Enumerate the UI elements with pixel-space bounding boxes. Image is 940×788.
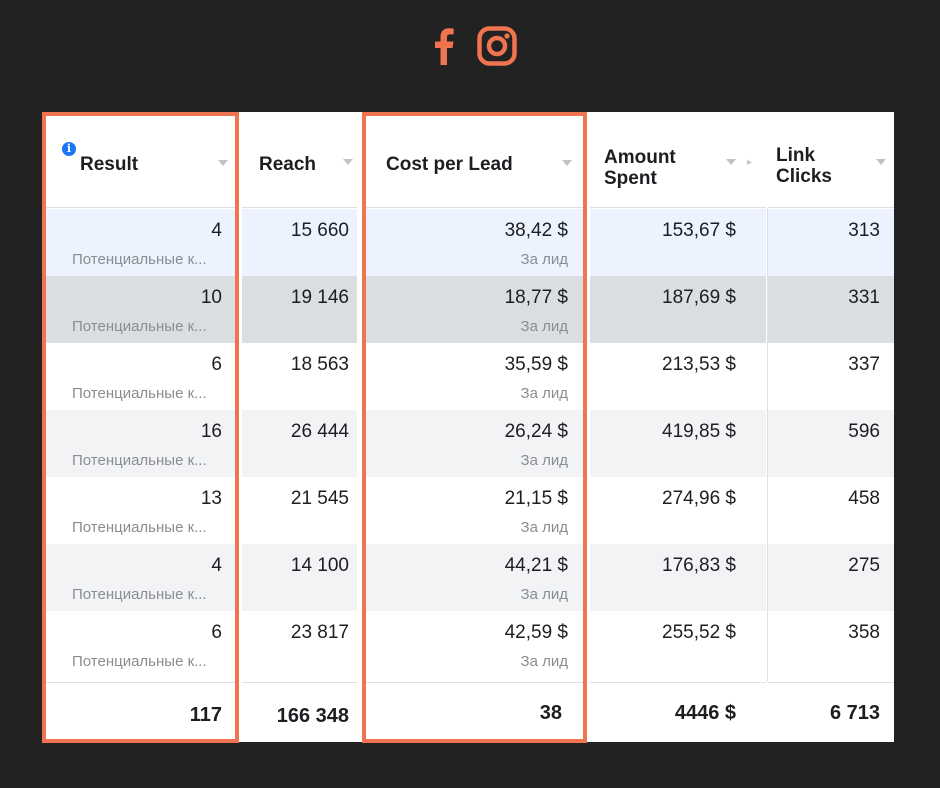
table-row[interactable]	[364, 477, 586, 544]
result-value: 4	[211, 220, 222, 241]
info-icon[interactable]: i	[62, 142, 76, 156]
table-row[interactable]	[590, 544, 766, 611]
clicks-value: 275	[848, 555, 880, 576]
instagram-icon[interactable]	[477, 26, 517, 66]
social-icons	[0, 26, 940, 70]
reach-value: 26 444	[290, 421, 349, 442]
header-label-line: Link	[776, 145, 816, 166]
cpl-unit: За лид	[520, 251, 568, 268]
header-label-line: Spent	[604, 168, 657, 189]
table-row[interactable]	[46, 544, 236, 611]
clicks-value: 331	[848, 287, 880, 308]
table-row[interactable]	[242, 611, 357, 678]
result-type: Потенциальные к...	[72, 519, 207, 536]
result-type: Потенциальные к...	[72, 385, 207, 402]
header-label	[776, 145, 832, 187]
table-row[interactable]	[364, 276, 586, 343]
result-type: Потенциальные к...	[72, 653, 207, 670]
reach-value: 14 100	[290, 555, 349, 576]
total-row	[46, 682, 236, 742]
clicks-value: 313	[848, 220, 880, 241]
table-row[interactable]	[590, 276, 766, 343]
table-row[interactable]	[242, 544, 357, 611]
column-amount-spent	[590, 112, 766, 742]
total-clicks: 6 713	[829, 702, 880, 724]
header-label-line: Amount	[604, 147, 676, 168]
total-amount: 4446 $	[674, 702, 736, 724]
reach-value: 23 817	[290, 622, 349, 643]
cpl-unit: За лид	[520, 653, 568, 670]
cpl-value: 26,24 $	[504, 421, 568, 442]
cpl-unit: За лид	[520, 586, 568, 603]
table-row[interactable]	[46, 477, 236, 544]
result-value: 10	[200, 287, 222, 308]
header-link-clicks[interactable]	[768, 112, 894, 208]
cpl-unit: За лид	[520, 385, 568, 402]
sort-arrow-icon[interactable]	[343, 159, 353, 165]
clicks-value: 358	[848, 622, 880, 643]
total-row	[242, 682, 357, 742]
table-row[interactable]	[590, 410, 766, 477]
table-row[interactable]	[46, 343, 236, 410]
table-row[interactable]	[768, 544, 894, 611]
column-divider[interactable]	[767, 208, 768, 682]
table-row[interactable]	[768, 410, 894, 477]
header-label: Result	[80, 154, 139, 175]
cpl-value: 38,42 $	[504, 220, 568, 241]
total-reach: 166 348	[276, 705, 349, 727]
clicks-value: 596	[848, 421, 880, 442]
amount-value: 274,96 $	[662, 488, 736, 509]
header-amount-spent[interactable]	[590, 112, 766, 208]
result-value: 6	[211, 354, 222, 375]
total-cpl: 38	[539, 702, 562, 724]
header-cost-per-lead[interactable]	[364, 112, 586, 208]
table-row[interactable]	[768, 343, 894, 410]
cpl-value: 35,59 $	[504, 354, 568, 375]
table-row[interactable]	[242, 209, 357, 276]
clicks-value: 458	[848, 488, 880, 509]
cpl-unit: За лид	[520, 452, 568, 469]
amount-value: 255,52 $	[662, 622, 736, 643]
result-value: 13	[200, 488, 222, 509]
sort-arrow-icon[interactable]	[726, 159, 736, 165]
column-cost-per-lead	[364, 112, 586, 742]
reach-value: 21 545	[290, 488, 349, 509]
sort-arrow-icon[interactable]	[218, 160, 228, 166]
cpl-value: 21,15 $	[504, 488, 568, 509]
table-row[interactable]	[768, 477, 894, 544]
table-row[interactable]	[364, 343, 586, 410]
table-row[interactable]	[46, 611, 236, 678]
column-result	[46, 112, 236, 742]
result-type: Потенциальные к...	[72, 452, 207, 469]
table-row[interactable]	[364, 209, 586, 276]
header-label-line: Clicks	[776, 166, 832, 187]
table-row[interactable]	[768, 209, 894, 276]
amount-value: 419,85 $	[662, 421, 736, 442]
clicks-value: 337	[848, 354, 880, 375]
table-row[interactable]	[242, 276, 357, 343]
header-result[interactable]	[46, 112, 236, 208]
header-label: Reach	[259, 154, 317, 175]
sort-arrow-icon[interactable]	[562, 160, 572, 166]
table-row[interactable]	[768, 611, 894, 678]
result-value: 6	[211, 622, 222, 643]
total-row	[590, 682, 766, 742]
amount-value: 213,53 $	[662, 354, 736, 375]
result-type: Потенциальные к...	[72, 251, 207, 268]
column-link-clicks	[768, 112, 894, 742]
sort-arrow-icon[interactable]	[876, 159, 886, 165]
table-row[interactable]	[242, 410, 357, 477]
cpl-unit: За лид	[520, 318, 568, 335]
resize-handle-icon[interactable]: ▸	[746, 157, 752, 168]
table-row[interactable]	[46, 276, 236, 343]
table-row[interactable]	[590, 343, 766, 410]
table-row[interactable]	[590, 477, 766, 544]
amount-value: 187,69 $	[662, 287, 736, 308]
header-label	[604, 147, 676, 189]
table-row[interactable]	[364, 544, 586, 611]
total-row	[768, 682, 894, 742]
ads-report-table	[46, 112, 894, 742]
amount-value: 153,67 $	[662, 220, 736, 241]
result-type: Потенциальные к...	[72, 586, 207, 603]
header-label: Cost per Lead	[386, 154, 513, 175]
result-type: Потенциальные к...	[72, 318, 207, 335]
cpl-value: 18,77 $	[504, 287, 568, 308]
table-row[interactable]	[768, 276, 894, 343]
result-value: 4	[211, 555, 222, 576]
table-row[interactable]	[364, 611, 586, 678]
header-reach[interactable]	[242, 112, 357, 208]
table-row[interactable]	[46, 209, 236, 276]
result-value: 16	[200, 421, 222, 442]
reach-value: 18 563	[290, 354, 349, 375]
table-row[interactable]	[590, 209, 766, 276]
reach-value: 19 146	[290, 287, 349, 308]
cpl-value: 42,59 $	[504, 622, 568, 643]
table-row[interactable]	[590, 611, 766, 678]
column-reach	[242, 112, 357, 742]
amount-value: 176,83 $	[662, 555, 736, 576]
cpl-unit: За лид	[520, 519, 568, 536]
cpl-value: 44,21 $	[504, 555, 568, 576]
table-row[interactable]	[364, 410, 586, 477]
table-row[interactable]	[242, 343, 357, 410]
facebook-icon[interactable]	[423, 26, 463, 66]
table-row[interactable]	[46, 410, 236, 477]
table-row[interactable]	[242, 477, 357, 544]
reach-value: 15 660	[290, 220, 349, 241]
total-result: 117	[189, 704, 222, 726]
total-row	[364, 682, 586, 742]
